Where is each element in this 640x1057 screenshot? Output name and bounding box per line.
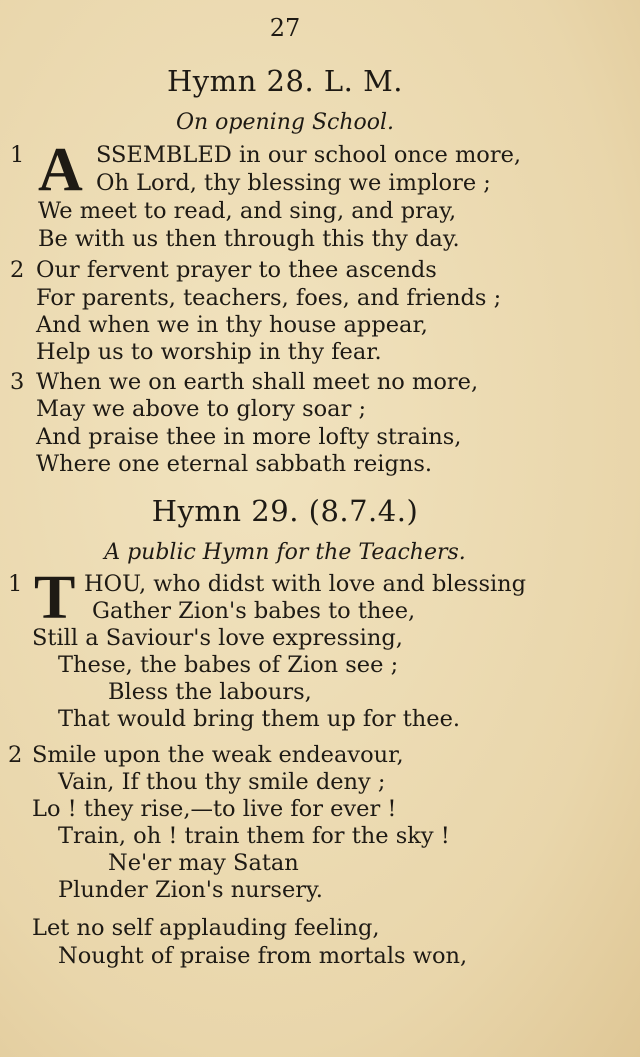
verse-line: These, the babes of Zion see ; xyxy=(58,652,399,678)
drop-cap: T xyxy=(34,564,76,632)
hymn-29-heading: Hymn 29. (8.7.4.) xyxy=(151,494,419,528)
verse-line: SSEMBLED in our school once more, xyxy=(96,142,522,168)
verse-line: Vain, If thou thy smile deny ; xyxy=(58,769,386,795)
verse-line: Bless the labours, xyxy=(108,679,312,705)
hymn-28-subtitle: On opening School. xyxy=(175,110,395,135)
verse-line: That would bring them up for thee. xyxy=(58,706,461,732)
verse-line: Be with us then through this thy day. xyxy=(38,226,460,252)
verse-line: Train, oh ! train them for the sky ! xyxy=(58,823,450,849)
verse-line: And praise thee in more lofty strains, xyxy=(36,424,462,450)
verse-number: 3 xyxy=(10,369,25,395)
verse-line: Nought of praise from mortals won, xyxy=(58,943,468,969)
verse-line: Gather Zion's babes to thee, xyxy=(92,598,416,624)
verse-line: Lo ! they rise,—to live for ever ! xyxy=(32,796,397,822)
verse-number: 2 xyxy=(8,742,23,768)
page-number: 27 xyxy=(269,14,301,42)
verse-number: 1 xyxy=(10,142,25,168)
hymn-29-subtitle: A public Hymn for the Teachers. xyxy=(104,540,466,565)
verse-line: Ne'er may Satan xyxy=(108,850,299,876)
verse-line: Oh Lord, thy blessing we implore ; xyxy=(96,170,491,196)
verse-line: Still a Saviour's love expressing, xyxy=(32,625,403,651)
verse-line: Where one eternal sabbath reigns. xyxy=(36,451,433,477)
verse-line: Smile upon the weak endeavour, xyxy=(32,742,404,768)
verse-line: Our fervent prayer to thee ascends xyxy=(36,257,437,283)
hymn-28-heading: Hymn 28. L. M. xyxy=(166,64,403,98)
drop-cap: A xyxy=(38,136,83,204)
verse-line: And when we in thy house appear, xyxy=(36,312,428,338)
verse-line: When we on earth shall meet no more, xyxy=(36,369,479,395)
verse-number: 2 xyxy=(10,257,25,283)
verse-line: We meet to read, and sing, and pray, xyxy=(38,198,457,224)
verse-line: For parents, teachers, foes, and friends ; xyxy=(36,285,502,311)
verse-line: May we above to glory soar ; xyxy=(36,396,367,422)
verse-line: Plunder Zion's nursery. xyxy=(58,877,323,903)
verse-line: Help us to worship in thy fear. xyxy=(36,339,382,365)
verse-line: Let no self applauding feeling, xyxy=(32,915,380,941)
verse-line: HOU, who didst with love and blessing xyxy=(84,571,527,597)
verse-number: 1 xyxy=(8,571,23,597)
